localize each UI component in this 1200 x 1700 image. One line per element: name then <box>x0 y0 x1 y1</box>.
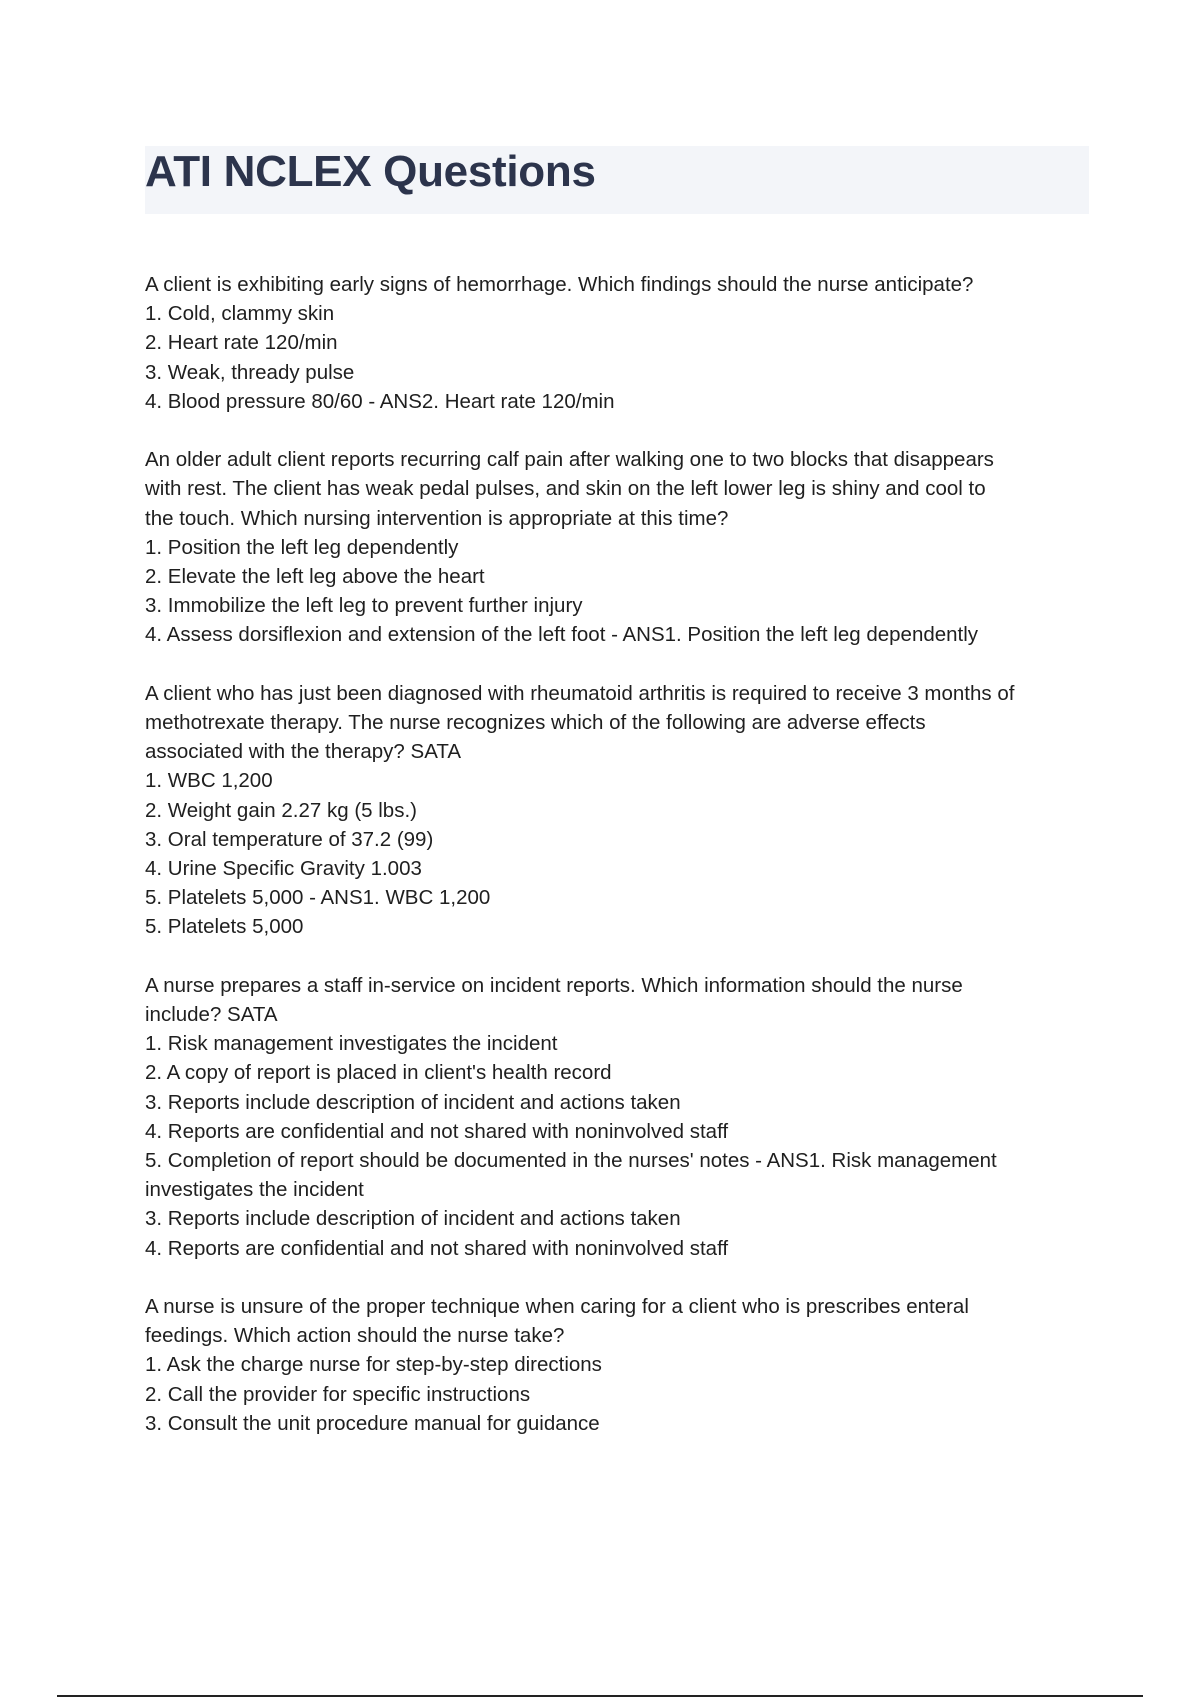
question-block <box>145 1292 1095 1438</box>
question-line: 4. Urine Specific Gravity 1.003 <box>145 857 422 881</box>
question-line: the touch. Which nursing intervention is appropriate at this time? <box>145 506 729 530</box>
page-title: ATI NCLEX Questions <box>145 147 596 196</box>
question-line: 1. Cold, clammy skin <box>145 302 335 326</box>
question-line: 3. Immobilize the left leg to prevent further injury <box>145 594 583 618</box>
question-line: include? SATA <box>145 1003 278 1027</box>
question-line: methotrexate therapy. The nurse recognizes which of the following are adverse effects <box>145 711 926 735</box>
question-line: 2. Elevate the left leg above the heart <box>145 565 485 589</box>
question-list <box>145 270 1095 1467</box>
question-line: 5. Platelets 5,000 <box>145 915 304 939</box>
question-line: 1. Risk management investigates the incident <box>145 1032 558 1056</box>
question-text-line: An older adult client reports recurring calf pain after walking one to two blocks that disappears <box>145 448 994 472</box>
question-line: 1. Ask the charge nurse for step-by-step directions <box>145 1353 602 1377</box>
question-line: 4. Blood pressure 80/60 - ANS2. Heart rate 120/min <box>145 389 615 413</box>
question-block <box>145 270 1095 416</box>
question-line: 2. A copy of report is placed in client's health record <box>145 1061 612 1085</box>
question-text-line: A nurse is unsure of the proper technique when caring for a client who is prescribes enteral <box>145 1295 969 1319</box>
question-line: 3. Reports include description of incident and actions taken <box>145 1207 681 1231</box>
question-line: 5. Platelets 5,000 - ANS1. WBC 1,200 <box>145 886 491 910</box>
question-text-line: A client is exhibiting early signs of hemorrhage. Which findings should the nurse anticipate? <box>145 273 974 296</box>
question-line: 4. Assess dorsiflexion and extension of the left foot - ANS1. Position the left leg dependently <box>145 623 979 647</box>
question-line: 4. Reports are confidential and not shared with noninvolved staff <box>145 1236 729 1260</box>
question-line: 2. Call the provider for specific instructions <box>145 1382 531 1406</box>
question-line: associated with the therapy? SATA <box>145 740 462 764</box>
question-line: 3. Reports include description of incident and actions taken <box>145 1090 681 1114</box>
question-block <box>145 445 1095 649</box>
question-line: 2. Weight gain 2.27 kg (5 lbs.) <box>145 798 417 822</box>
question-line: 3. Oral temperature of 37.2 (99) <box>145 827 434 851</box>
question-line: feedings. Which action should the nurse take? <box>145 1324 565 1348</box>
question-line: 1. WBC 1,200 <box>145 769 273 793</box>
question-text-line: A client who has just been diagnosed with rheumatoid arthritis is required to receive 3 months of <box>145 681 1015 705</box>
question-line: investigates the incident <box>145 1178 364 1202</box>
question-block <box>145 971 1095 1263</box>
question-line: 3. Consult the unit procedure manual for guidance <box>145 1411 600 1435</box>
question-text-line: A nurse prepares a staff in-service on incident reports. Which information should the nurse <box>145 973 963 997</box>
question-block <box>145 679 1095 942</box>
question-line: with rest. The client has weak pedal pulses, and skin on the left lower leg is shiny and cool to <box>145 477 986 501</box>
question-line: 2. Heart rate 120/min <box>145 331 338 355</box>
question-line: 3. Weak, thready pulse <box>145 360 355 384</box>
question-line: 1. Position the left leg dependently <box>145 535 459 559</box>
footer-divider <box>57 1695 1143 1697</box>
question-line: 4. Reports are confidential and not shared with noninvolved staff <box>145 1119 729 1143</box>
question-line: 5. Completion of report should be documented in the nurses' notes - ANS1. Risk management <box>145 1149 997 1173</box>
